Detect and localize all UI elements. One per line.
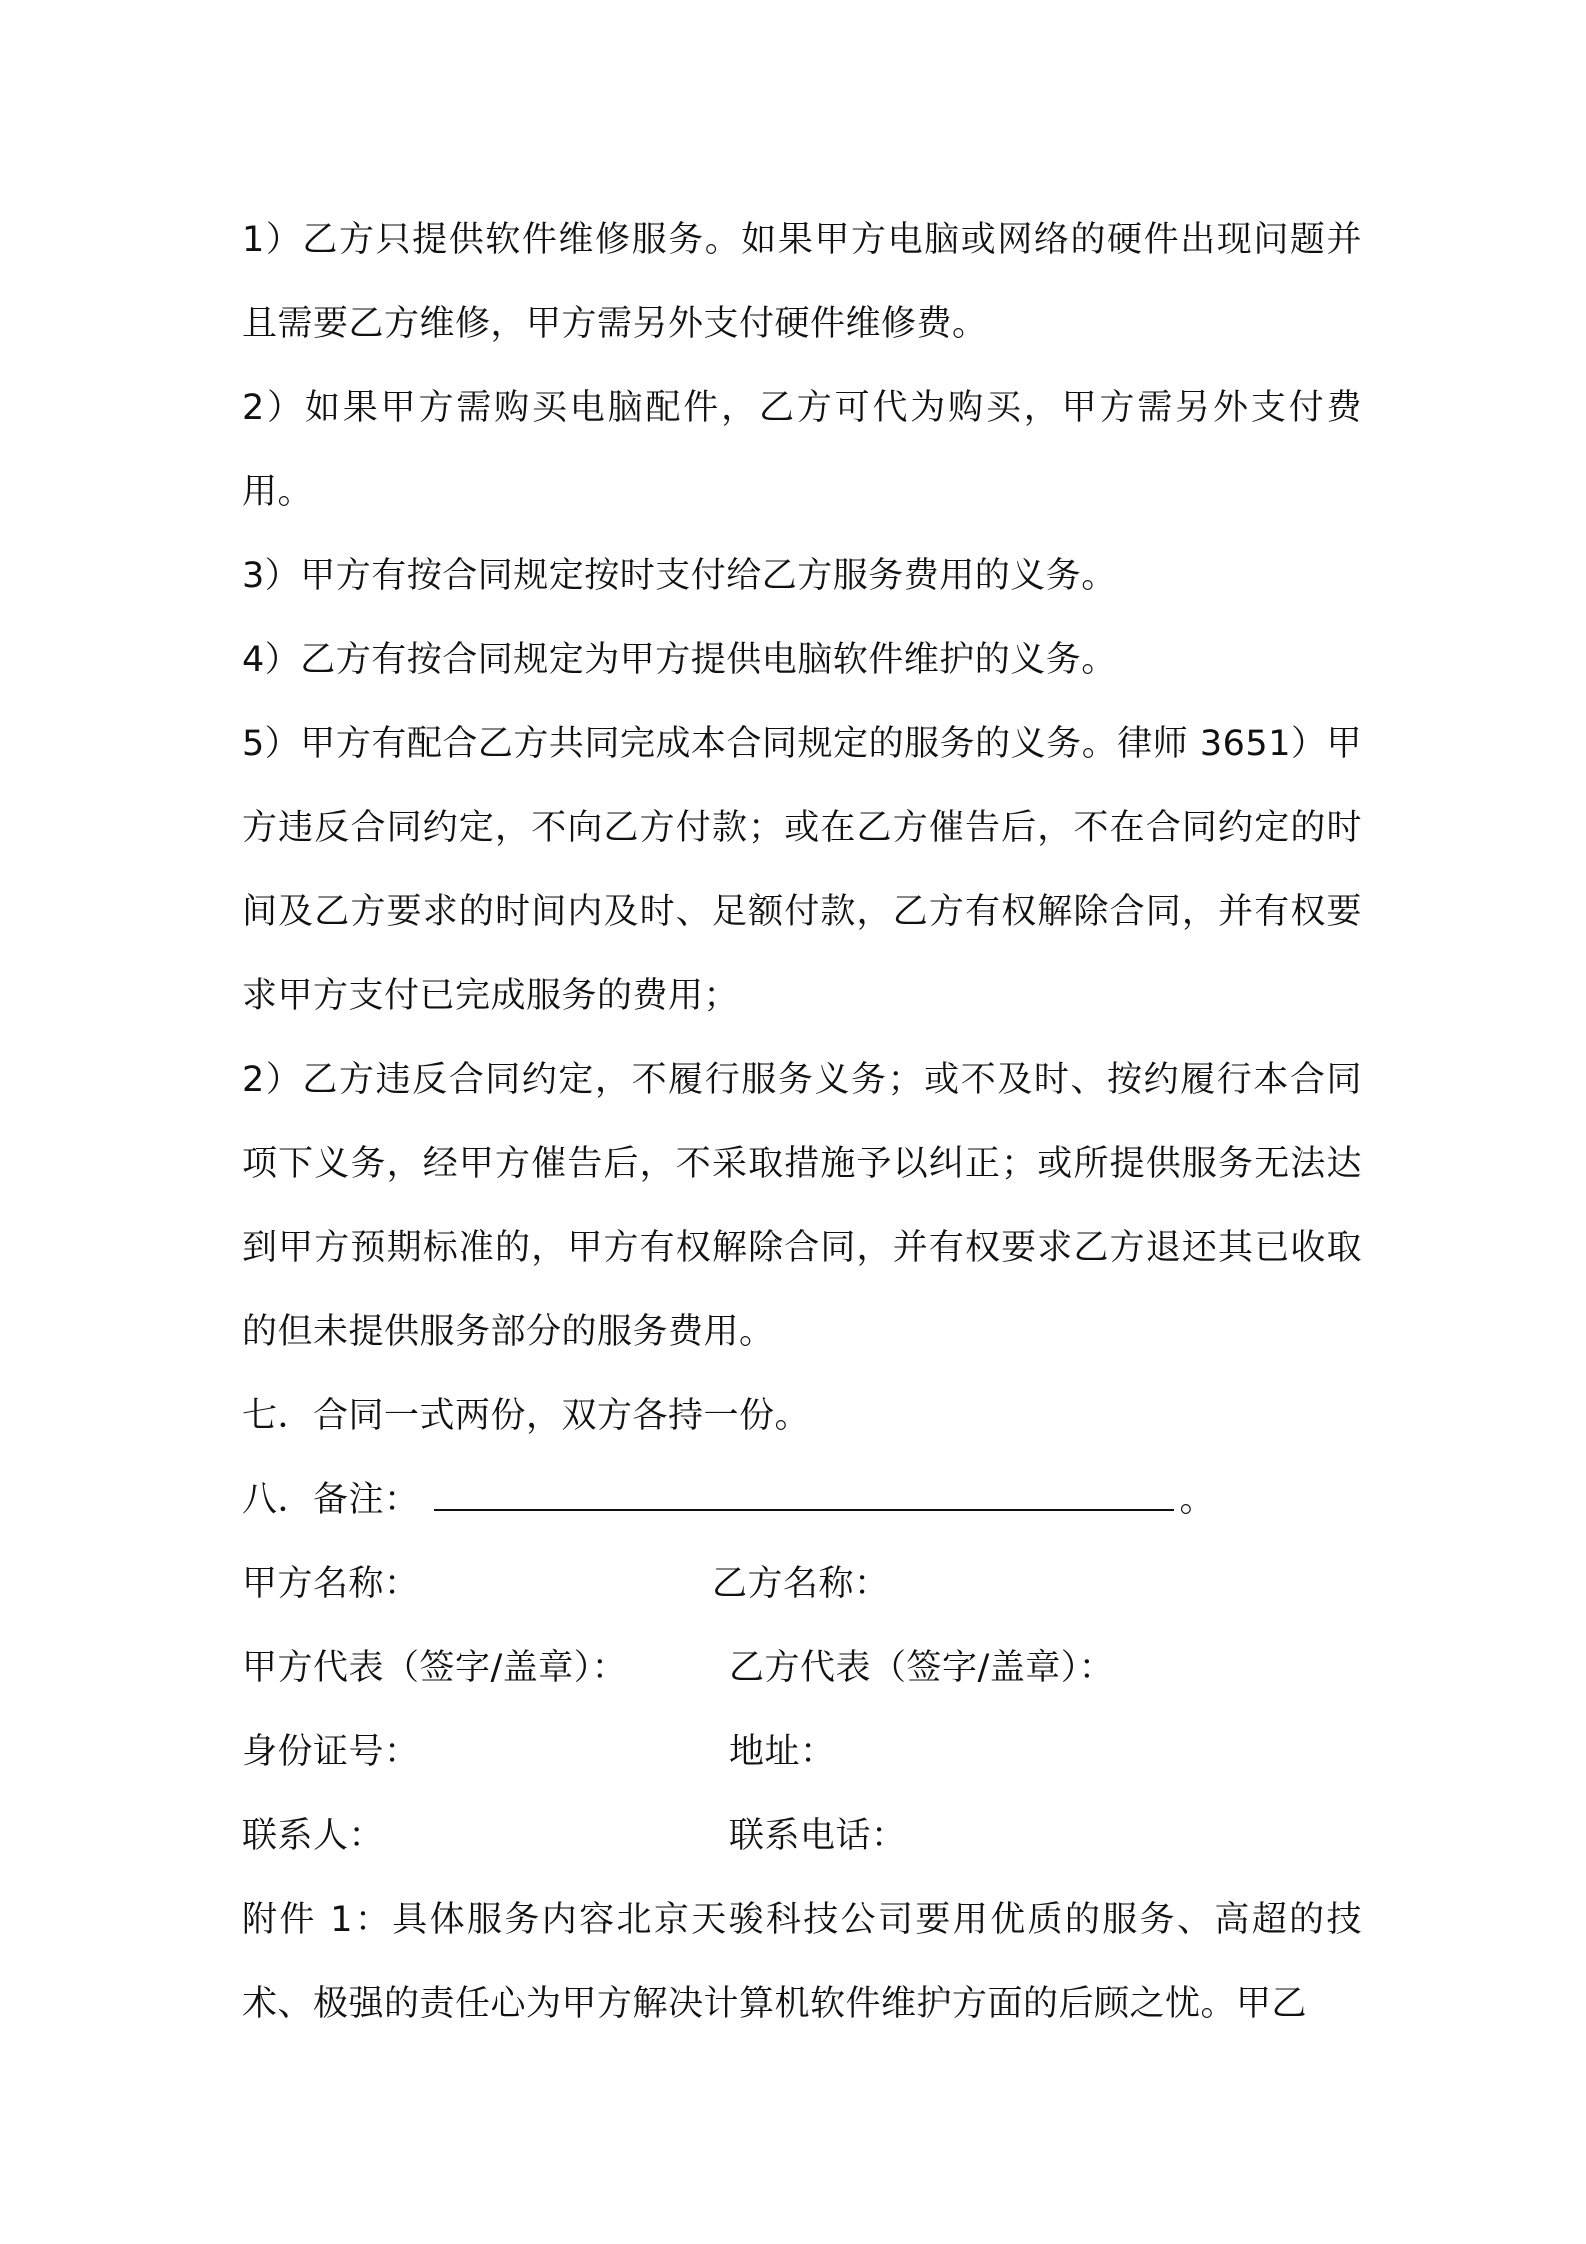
address-label: 地址： [729, 1732, 836, 1772]
remark-end: 。 [1179, 1480, 1216, 1520]
document-body [242, 198, 1362, 2046]
party-a-rep-label: 甲方代表（签字/盖章）： [242, 1648, 628, 1688]
clause-maintenance-obligation: 4）乙方有按合同规定为甲方提供电脑软件维护的义务。 [242, 640, 1117, 680]
party-a-name-label: 甲方名称： [242, 1564, 420, 1604]
clause-cooperation-and-breach: 5）甲方有配合乙方共同完成本合同规定的服务的义务。律师 3651）甲方违反合同约定，不向乙方付款；或在乙方催告后，不在合同约定的时间及乙方要求的时间内及时、足额付款，乙方有权解除合同，并有权要求甲方支付已完成服务的费用； [242, 724, 1362, 1016]
phone-label: 联系电话： [729, 1816, 907, 1856]
signature-row-id-address [242, 1710, 1362, 1794]
remark-row [242, 1458, 1362, 1542]
clause-buy-parts: 2）如果甲方需购买电脑配件，乙方可代为购买，甲方需另外支付费用。 [242, 388, 1362, 512]
signature-row-reps [242, 1626, 1362, 1710]
contact-label: 联系人： [242, 1816, 385, 1856]
party-b-rep-label: 乙方代表（签字/盖章）： [729, 1648, 1115, 1688]
clause-copies: 七．合同一式两份，双方各持一份。 [242, 1396, 811, 1436]
party-b-name-label: 乙方名称： [712, 1564, 890, 1604]
remark-blank-line [434, 1477, 1174, 1511]
attachment-1: 附件 1：具体服务内容北京天骏科技公司要用优质的服务、高超的技术、极强的责任心为甲方解决计算机软件维护方面的后顾之忧。甲乙 [242, 1900, 1362, 2024]
signature-row-names [242, 1542, 1362, 1626]
clause-pay-obligation: 3）甲方有按合同规定按时支付给乙方服务费用的义务。 [242, 556, 1117, 596]
id-number-label: 身份证号： [242, 1732, 420, 1772]
signature-row-contact-phone [242, 1794, 1362, 1878]
remark-label: 八．备注： [242, 1480, 420, 1520]
clause-software-only: 1）乙方只提供软件维修服务。如果甲方电脑或网络的硬件出现问题并且需要乙方维修，甲方需另外支付硬件维修费。 [242, 220, 1362, 344]
clause-party-b-breach: 2）乙方违反合同约定，不履行服务义务；或不及时、按约履行本合同项下义务，经甲方催告后，不采取措施予以纠正；或所提供服务无法达到甲方预期标准的，甲方有权解除合同，并有权要求乙方退还其已收取的但未提供服务部分的服务费用。 [242, 1060, 1362, 1352]
